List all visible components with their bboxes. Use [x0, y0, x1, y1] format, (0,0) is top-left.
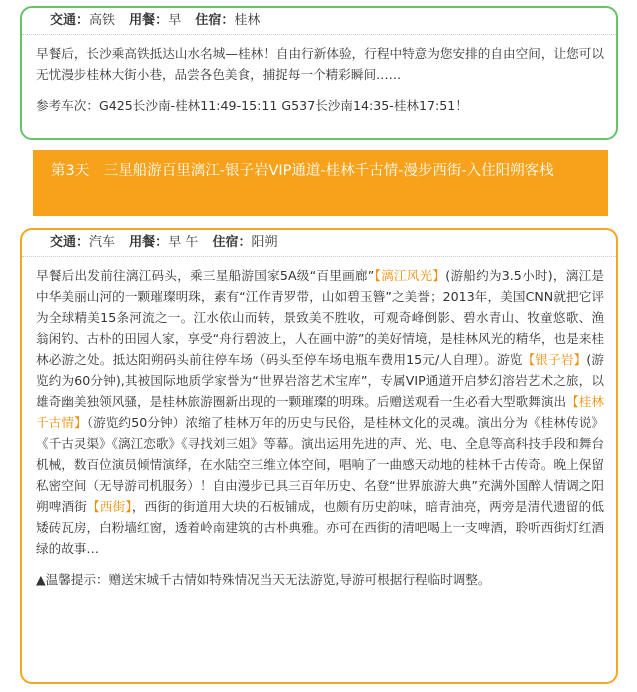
transport-label: 交通：: [50, 13, 90, 28]
stay-value: 阳朔: [251, 235, 278, 250]
meal-label: 用餐：: [129, 235, 169, 250]
desc-text-5: ，西街的街道用大块的石板铺成，也颇有历史韵味，暗青油亮，两旁是清代遗留的低矮砖瓦房，白粉墙红窗，透着岭南建筑的古朴典雅。亦可在西街的清吧喝上一支啤酒，聆听西街灯红酒绿的故事…: [36, 499, 605, 556]
stay-label: 住宿：: [212, 235, 252, 250]
highlight-yinziyan: 【银子岩】: [522, 352, 587, 367]
desc-text-3: (游览约为60分钟),其被国际地质学家誉为“世界岩溶艺术宝库”，专属VIP通道开启梦幻溶岩艺术之旅，以雄奇幽美独领风骚，是桂林旅游圈新出现的一颗璀璨的明珠。后赠送观看一生必看大型歌舞演出: [36, 352, 605, 409]
day3-meta-row: [22, 230, 616, 257]
day3-body: [22, 257, 616, 590]
day3-title-banner: 第3天 三星船游百里漓江-银子岩VIP通道-桂林千古情-漫步西街-入住阳朔客栈: [33, 150, 608, 216]
day2-card: [20, 6, 618, 140]
day2-meta-row: [22, 8, 616, 35]
day3-description: [36, 265, 604, 559]
transport-value: 汽车: [89, 235, 116, 250]
meal-value: 早 午: [168, 235, 199, 250]
warm-tip: ▲温馨提示：赠送宋城千古情如特殊情况当天无法游览,导游可根据行程临时调整。: [36, 572, 491, 587]
stay-value: 桂林: [234, 13, 261, 28]
desc-text-4: （游览约50分钟）浓缩了桂林万年的历史与民俗，是桂林文化的灵魂。演出分为《桂林传说》《千古灵渠》《漓江恋歌》《寻找刘三姐》等幕。演出运用先进的声、光、电、全息等高科技手段和舞台机械，数百位演员倾情演绎，在水陆空三维立体空间，唱响了一曲感天动地的桂林千古传奇。晚上保留私密空间（无导游司机服务）！自由漫步已具三百年历史、名登“世界旅游大典”充满外国醉人情调之阳朔啤酒街: [36, 415, 605, 514]
desc-text-1: 早餐后出发前往漓江码头，乘三星船游国家5A级“百里画廊”: [36, 268, 375, 283]
day3-card: [20, 228, 618, 684]
highlight-xijie: 【西街】: [87, 499, 132, 514]
highlight-qiangu-qing: 【桂林千古情】: [36, 394, 605, 430]
transport-value: 高铁: [89, 13, 116, 28]
transport-label: 交通：: [50, 235, 90, 250]
train-reference: 参考车次：G425长沙南-桂林11:49-15:11 G537长沙南14:35-桂林17:51！: [36, 98, 468, 113]
day2-body: [22, 35, 616, 116]
meal-label: 用餐：: [129, 13, 169, 28]
meal-value: 早: [168, 13, 182, 28]
desc-text-2: (游船约为3.5小时)，漓江是中华美丽山河的一颗璀璨明珠，素有“江作青罗带，山如碧玉簪”之美誉；2013年，美国CNN就把它评为全球精美15条河流之一。江水依山而转，景致美不胜收，可观奇峰倒影、碧水青山、牧童悠歌、渔翁闲钓、古朴的田园人家，享受“舟行碧波上，人在画中游”的美好情境，是桂林风光的精华，也是来桂林必游之处。抵达阳朔码头前往停车场（码头至停车场电瓶车费用15元/人自理）。游览: [36, 268, 605, 367]
stay-label: 住宿：: [195, 13, 235, 28]
day2-description: 早餐后，长沙乘高铁抵达山水名城—桂林！自由行新体验，行程中特意为您安排的自由空间，让您可以无忧漫步桂林大街小巷，品尝各色美食，捕捉每一个精彩瞬间……: [36, 46, 604, 82]
highlight-lijiang: 【漓江风光】: [374, 268, 446, 283]
